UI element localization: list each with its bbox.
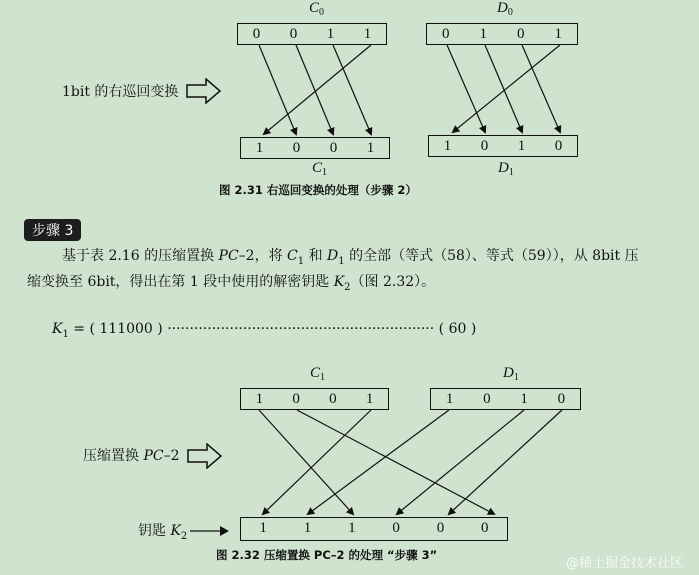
- d1-bit: 1: [443, 138, 452, 154]
- c1-label: $C_1$: [312, 160, 328, 178]
- arrow-line: [308, 410, 449, 514]
- k2-label: 钥匙 $K_2$: [138, 523, 188, 542]
- step-paragraph-line-2: 缩变换至 6bit，得出在第 1 段中使用的解密钥匙 $K_2$（图 2.32）。: [27, 274, 436, 293]
- k2-bit: 1: [348, 520, 356, 536]
- figure-caption: 图 2.31 右巡回变换的处理（步骤 2）: [219, 183, 417, 197]
- arrow-line: [297, 410, 494, 514]
- k2-bit: 0: [436, 520, 445, 536]
- d1-label-fig2: $D_1$: [503, 365, 519, 383]
- k2-bit: 1: [259, 520, 267, 536]
- d0-bit: 1: [554, 26, 562, 42]
- step-paragraph-line-1: 基于表 2.16 的压缩置换 PC–2，将 $C_1$ 和 $D_1$ 的全部（等式（58）、等式（59）），从 8bit 压: [62, 248, 639, 267]
- c1-bit: 1: [255, 391, 264, 407]
- pc2-label: 压缩置换 PC–2: [83, 448, 180, 464]
- arrow-line: [259, 410, 353, 514]
- step-badge: 步骤 3: [24, 219, 81, 241]
- c0-bit: 0: [289, 26, 298, 42]
- d1-label: $D_1$: [498, 160, 514, 178]
- c1-bit: 0: [292, 391, 300, 407]
- k2-bit: 0: [392, 520, 400, 536]
- c0-label: $C_0$: [309, 0, 325, 18]
- c1-bit: 0: [292, 140, 301, 156]
- c1-bit: 1: [365, 391, 374, 407]
- d0-label: $D_0$: [497, 0, 513, 18]
- d0-bit: 1: [479, 26, 487, 42]
- c0-bit: 1: [326, 26, 335, 42]
- figure-caption: 图 2.32 压缩置换 PC–2 的处理 “步骤 3”: [216, 548, 438, 562]
- d1-bit: 1: [520, 391, 528, 407]
- rotate-label: 1bit 的右巡回变换: [62, 84, 179, 100]
- d1-bit: 1: [517, 138, 526, 154]
- d1-bit: 0: [480, 138, 489, 154]
- c1-bit: 1: [255, 140, 264, 156]
- c0-bit: 0: [252, 26, 261, 42]
- d1-bit: 0: [557, 391, 566, 407]
- k2-bit: 0: [481, 520, 489, 536]
- d1-bit: 0: [483, 391, 491, 407]
- d0-bit: 0: [442, 26, 450, 42]
- c1-bit: 0: [329, 140, 338, 156]
- c0-bit: 1: [363, 26, 372, 42]
- watermark: @稀土掘金技术社区: [566, 556, 684, 571]
- d0-bit: 0: [517, 26, 525, 42]
- d1-bit: 0: [554, 138, 563, 154]
- k2-bit: 1: [303, 520, 312, 536]
- c1-bit: 0: [329, 391, 337, 407]
- c1-label-fig2: $C_1$: [310, 365, 326, 383]
- c1-bit: 1: [366, 140, 375, 156]
- d1-bit: 1: [445, 391, 454, 407]
- equation-60: $K_1$ = ( 111000 ) ···························································· ( 60 ): [52, 321, 477, 340]
- arrow-line: [263, 410, 371, 514]
